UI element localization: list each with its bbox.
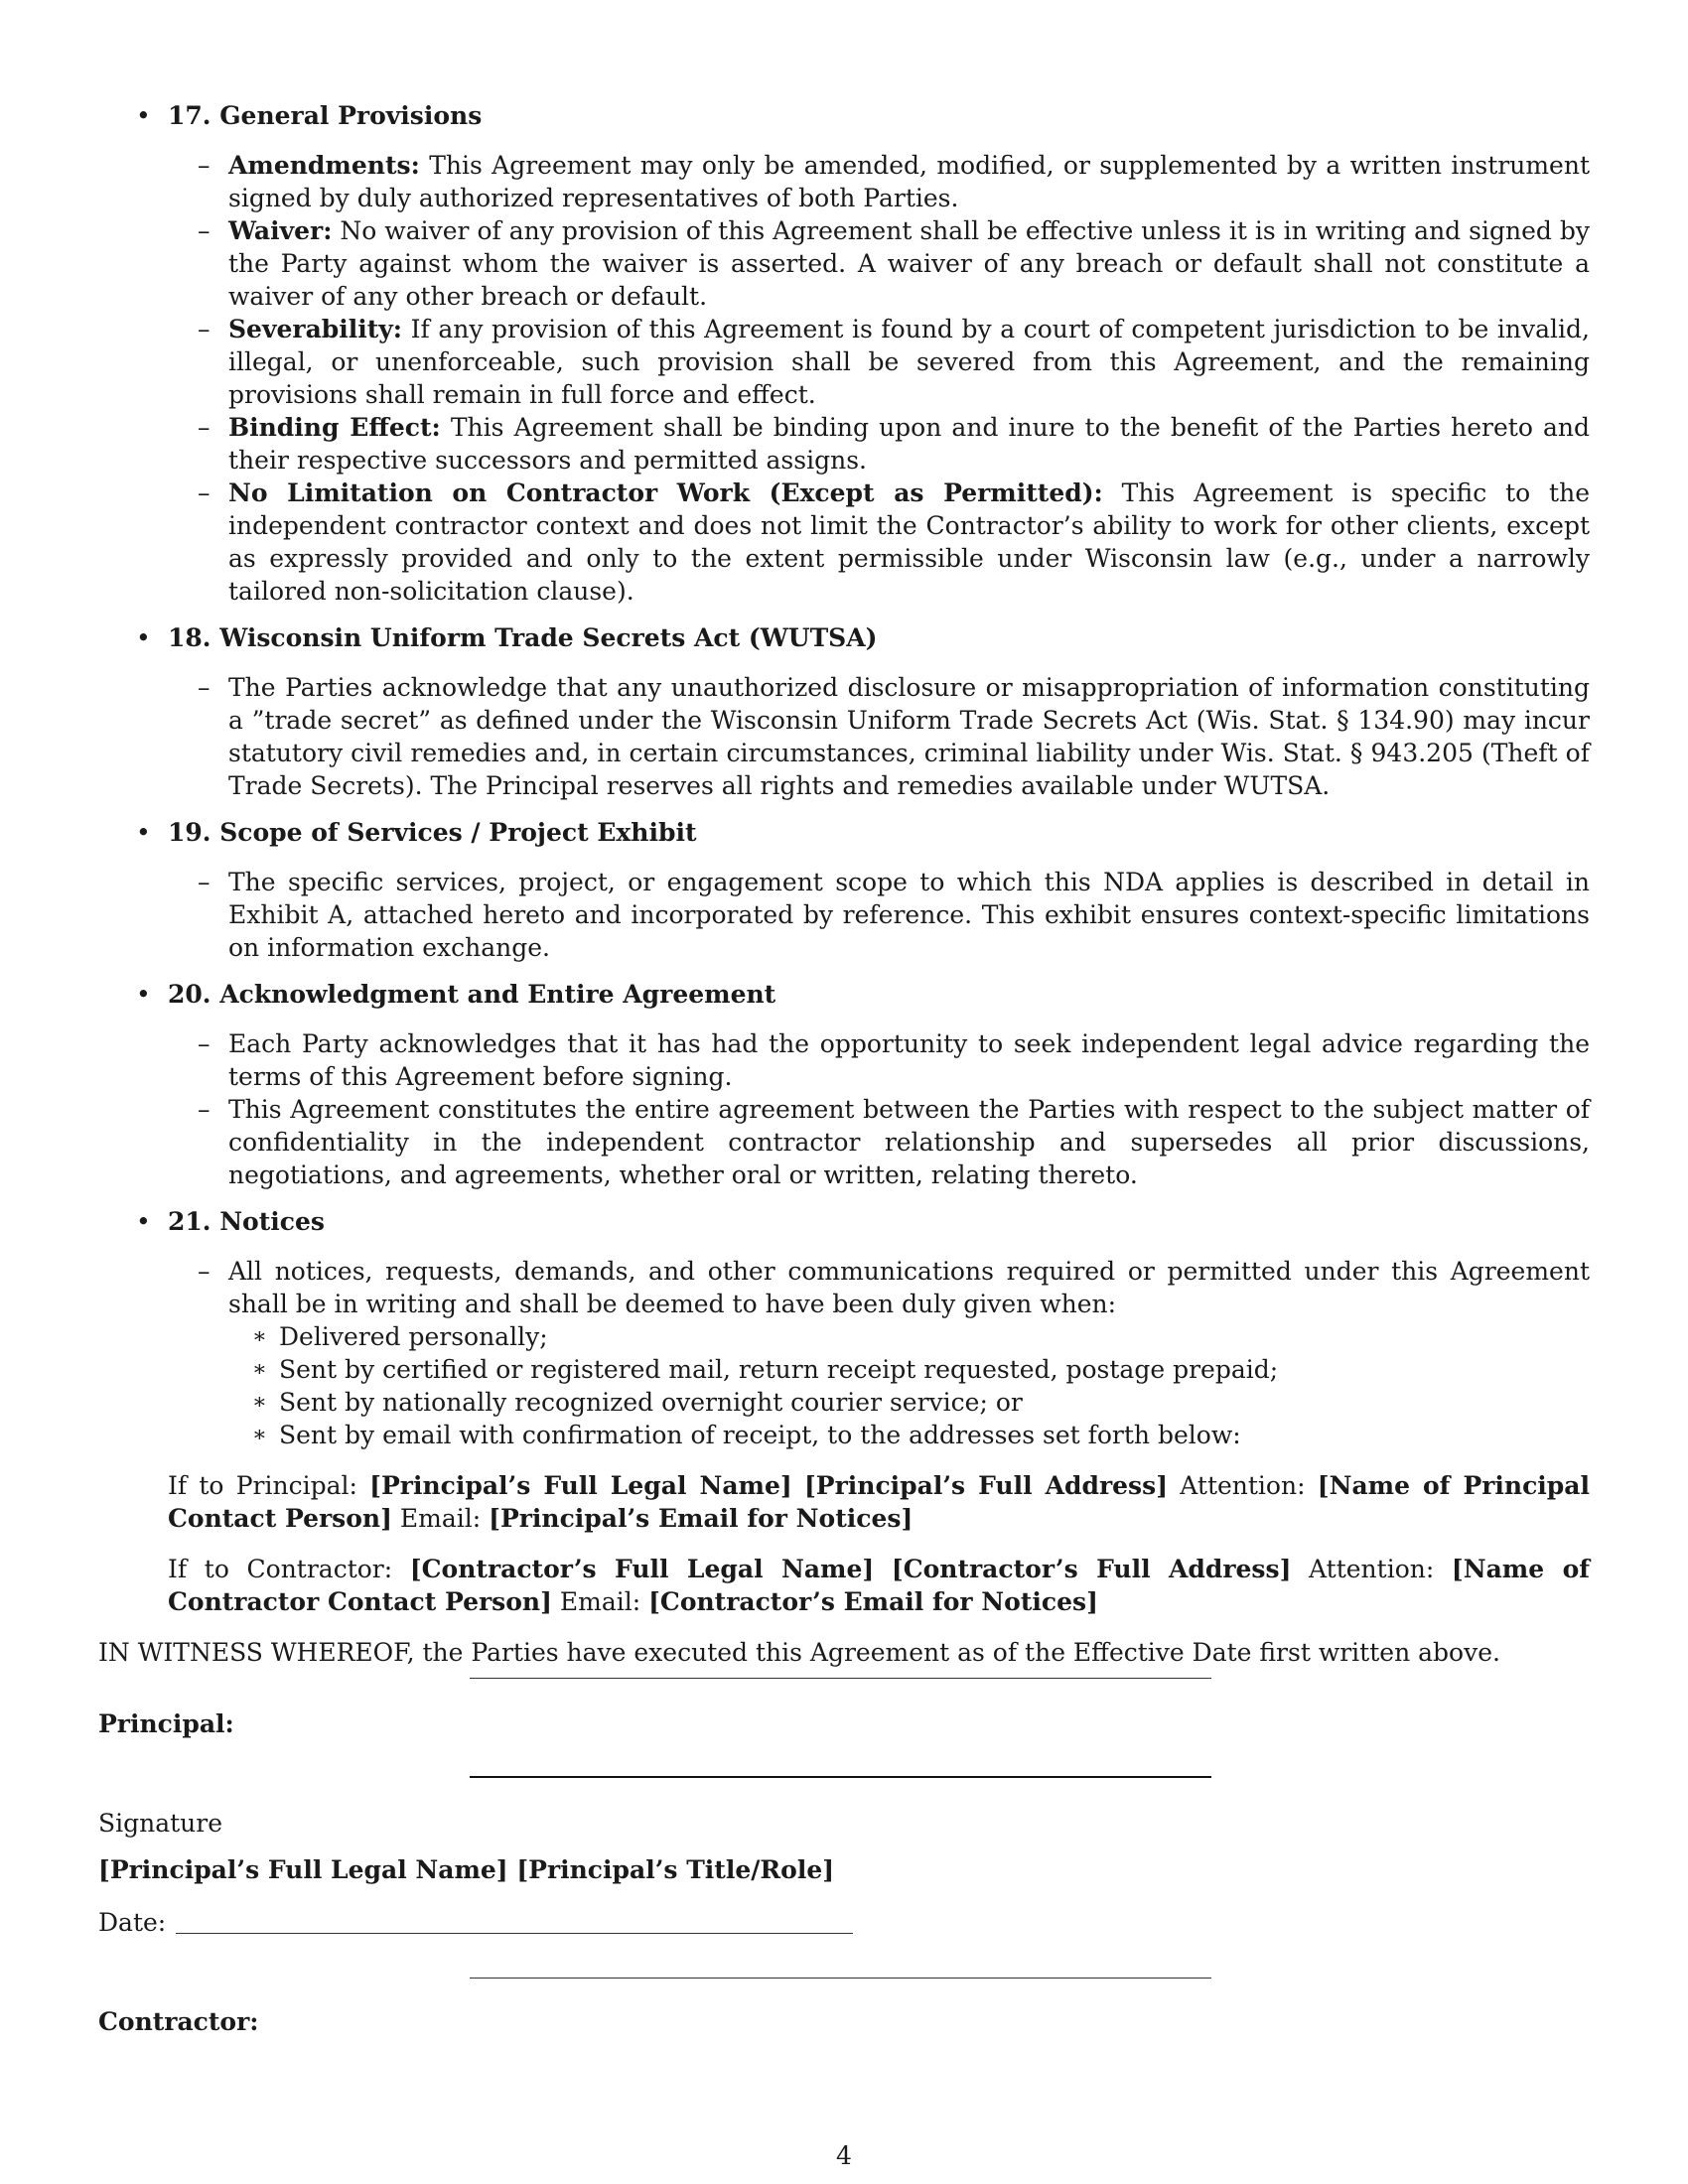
provision-text: Each Party acknowledges that it has had the opportunity to seek independent legal advice regarding the terms of this Agreement before signing. bbox=[228, 1029, 1590, 1091]
notice-method-item bbox=[228, 1320, 1590, 1353]
signature-line-top bbox=[470, 1678, 1211, 1679]
provision-text: This Agreement shall be binding upon and inure to the benefit of the Parties hereto and their respective successors and permitted assigns. bbox=[228, 413, 1590, 475]
witness-statement: IN WITNESS WHEREOF, the Parties have executed this Agreement as of the Effective Date first written above. bbox=[98, 1638, 1500, 1667]
page-content bbox=[98, 99, 1590, 1669]
date-line[interactable] bbox=[176, 1933, 853, 1934]
provision-item bbox=[168, 313, 1590, 411]
date-label: Date: bbox=[98, 1908, 167, 1937]
section-title: 18. Wisconsin Uniform Trade Secrets Act (WUTSA) bbox=[168, 623, 878, 652]
provision-item bbox=[168, 477, 1590, 608]
notice-principal bbox=[98, 1469, 1590, 1535]
principal-name-title: [Principal’s Full Legal Name] [Principal’s Title/Role] bbox=[98, 1855, 835, 1884]
section-items bbox=[168, 671, 1590, 802]
section-list bbox=[98, 99, 1590, 1451]
notice-attention-label: Attention: bbox=[1168, 1471, 1318, 1500]
provision-text: This Agreement may only be amended, modified, or supplemented by a written instrument signed by duly authorized representatives of both Parties. bbox=[228, 151, 1590, 212]
bullet-icon: • bbox=[136, 818, 151, 847]
provision-text: This Agreement is specific to the independent contractor context and does not limit the Contractor’s ability to work for other clients, except as expressly provided and only to the extent permissible under Wisconsin law (e.g., under a narrowly tailored non-solicitation clause). bbox=[228, 478, 1590, 606]
provision-text: The Parties acknowledge that any unauthorized disclosure or misappropriation of information constituting a ”trade secret” as defined under the Wisconsin Uniform Trade Secrets Act (Wis. Stat. § 134.90) may incur statutory civil remedies and, in certain circumstances, criminal liability under Wis. Stat. § 943.205 (Theft of Trade Secrets). The Principal reserves all rights and remedies available under WUTSA. bbox=[228, 673, 1590, 800]
notice-email: [Principal’s Email for Notices] bbox=[489, 1504, 914, 1533]
notice-name: [Contractor’s Full Legal Name] bbox=[409, 1555, 875, 1583]
section-items bbox=[168, 866, 1590, 964]
contractor-signature-line[interactable] bbox=[470, 1978, 1211, 1979]
bullet-icon: • bbox=[136, 1207, 151, 1236]
dash-icon: – bbox=[198, 1257, 211, 1286]
notice-method-text: Sent by certified or registered mail, return receipt requested, postage prepaid; bbox=[279, 1355, 1279, 1384]
asterisk-icon: ∗ bbox=[252, 1423, 267, 1447]
dash-icon: – bbox=[198, 673, 211, 702]
page-number: 4 bbox=[836, 2141, 852, 2170]
principal-label: Principal: bbox=[98, 1709, 234, 1738]
notice-email-label: Email: bbox=[391, 1504, 490, 1533]
provision-label: Amendments: bbox=[228, 151, 420, 180]
bullet-icon: • bbox=[136, 980, 151, 1009]
section-item bbox=[98, 1205, 1590, 1451]
dash-icon: – bbox=[198, 315, 211, 343]
principal-signature-line[interactable] bbox=[470, 1776, 1211, 1778]
notice-method-item bbox=[228, 1353, 1590, 1386]
section-item bbox=[98, 621, 1590, 802]
notice-address: [Contractor’s Full Address] bbox=[891, 1555, 1292, 1583]
provision-item bbox=[168, 411, 1590, 477]
asterisk-icon: ∗ bbox=[252, 1324, 267, 1349]
asterisk-icon: ∗ bbox=[252, 1390, 267, 1415]
notice-contractor bbox=[98, 1553, 1590, 1618]
provision-item bbox=[168, 866, 1590, 964]
section-items bbox=[168, 1027, 1590, 1191]
provision-text: If any provision of this Agreement is found by a court of competent jurisdiction to be invalid, illegal, or unenforceable, such provision shall be severed from this Agreement, and the remaining provisions shall remain in full force and effect. bbox=[228, 315, 1590, 409]
section-title: 19. Scope of Services / Project Exhibit bbox=[168, 818, 697, 847]
section-title: 17. General Provisions bbox=[168, 101, 483, 130]
notice-name: [Principal’s Full Legal Name] bbox=[369, 1471, 792, 1500]
section-items bbox=[168, 149, 1590, 608]
contractor-label: Contractor: bbox=[98, 2007, 259, 2036]
provision-label: Binding Effect: bbox=[228, 413, 441, 442]
notice-prefix: If to Contractor: bbox=[168, 1555, 410, 1583]
dash-icon: – bbox=[198, 413, 211, 442]
provision-item bbox=[168, 671, 1590, 802]
signature-label: Signature bbox=[98, 1809, 223, 1838]
notice-method-text: Delivered personally; bbox=[279, 1322, 548, 1351]
notice-method-item bbox=[228, 1386, 1590, 1419]
provision-item bbox=[168, 1093, 1590, 1191]
bullet-icon: • bbox=[136, 101, 151, 130]
dash-icon: – bbox=[198, 1029, 211, 1058]
notice-address: [Principal’s Full Address] bbox=[803, 1471, 1169, 1500]
notice-attention: [Name of Principal Contact Person] bbox=[168, 1471, 1590, 1533]
provision-text: All notices, requests, demands, and other communications required or permitted under this Agreement shall be in writing and shall be deemed to have been duly given when: bbox=[228, 1257, 1590, 1318]
notice-method-list bbox=[228, 1320, 1590, 1451]
notice-attention-label: Attention: bbox=[1291, 1555, 1452, 1583]
provision-item bbox=[168, 1027, 1590, 1093]
section-title: 21. Notices bbox=[168, 1207, 325, 1236]
section-title: 20. Acknowledgment and Entire Agreement bbox=[168, 980, 776, 1009]
section-items bbox=[168, 1255, 1590, 1451]
dash-icon: – bbox=[198, 216, 211, 245]
notice-method-text: Sent by nationally recognized overnight courier service; or bbox=[279, 1388, 1023, 1417]
provision-text: The specific services, project, or engagement scope to which this NDA applies is described in detail in Exhibit A, attached hereto and incorporated by reference. This exhibit ensures context-specific limitations on information exchange. bbox=[228, 868, 1590, 962]
notice-method-text: Sent by email with confirmation of receipt, to the addresses set forth below: bbox=[279, 1421, 1241, 1449]
dash-icon: – bbox=[198, 1095, 211, 1124]
section-item bbox=[98, 99, 1590, 608]
dash-icon: – bbox=[198, 478, 211, 507]
section-item bbox=[98, 816, 1590, 964]
provision-label: No Limitation on Contractor Work (Except as Permitted): bbox=[228, 478, 1103, 507]
provision-text: No waiver of any provision of this Agreement shall be effective unless it is in writing and signed by the Party against whom the waiver is asserted. A waiver of any breach or default shall not constitute a waiver of any other breach or default. bbox=[228, 216, 1590, 311]
provision-text: This Agreement constitutes the entire agreement between the Parties with respect to the subject matter of confidentiality in the independent contractor relationship and supersedes all prior discussions, negotiations, and agreements, whether oral or written, relating thereto. bbox=[228, 1095, 1590, 1189]
notice-email-label: Email: bbox=[551, 1587, 649, 1616]
provision-item bbox=[168, 1255, 1590, 1451]
section-item bbox=[98, 978, 1590, 1191]
bullet-icon: • bbox=[136, 623, 151, 652]
provision-item bbox=[168, 149, 1590, 214]
asterisk-icon: ∗ bbox=[252, 1357, 267, 1382]
notice-attention: [Name of Contractor Contact Person] bbox=[168, 1555, 1590, 1616]
dash-icon: – bbox=[198, 868, 211, 896]
provision-label: Severability: bbox=[228, 315, 403, 343]
provision-label: Waiver: bbox=[228, 216, 333, 245]
provision-item bbox=[168, 214, 1590, 313]
notice-email: [Contractor’s Email for Notices] bbox=[648, 1587, 1098, 1616]
notice-method-item bbox=[228, 1419, 1590, 1451]
dash-icon: – bbox=[198, 151, 211, 180]
notice-prefix: If to Principal: bbox=[168, 1471, 370, 1500]
